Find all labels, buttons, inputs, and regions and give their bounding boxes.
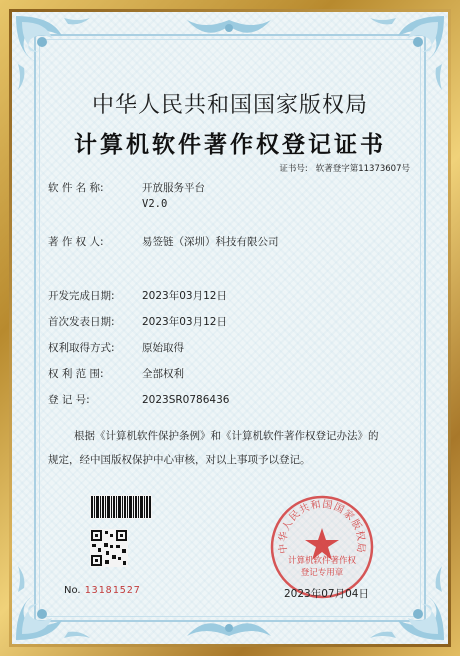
seal-line2: 登记专用章 (300, 568, 344, 578)
serial-number (64, 585, 141, 596)
serial-no-value: 13181527 (84, 585, 141, 596)
registration-row (48, 392, 229, 407)
copyright-owner-label: 著 作 权 人: (48, 236, 104, 248)
certificate-number (271, 162, 410, 174)
corner-ornament-icon (364, 12, 448, 96)
legal-basis-line1: 根据《计算机软件保护条例》和《计算机软件著作权登记办法》的 (74, 430, 379, 442)
corner-ornament-icon (12, 560, 96, 644)
rights-acquire-label: 权利取得方式: (48, 342, 115, 354)
legal-basis-paragraph (48, 424, 418, 472)
dev-complete-row (48, 288, 227, 303)
registration-label: 登 记 号: (48, 394, 90, 406)
first-publish-value: 2023年03月12日 (142, 316, 227, 328)
software-name-label: 软 件 名 称: (48, 182, 104, 194)
rights-acquire-value: 原始取得 (142, 342, 184, 354)
top-ornament-icon (183, 16, 275, 46)
seal-arc-text: 中华人民共和国国家版权局 (277, 499, 367, 555)
legal-basis-line2: 规定，经中国版权保护中心审核，对以上事项予以登记。 (48, 454, 311, 466)
software-name-value: 开放服务平台 (142, 182, 205, 194)
cert-no-value: 软著登字第11373607号 (315, 164, 410, 174)
first-publish-row (48, 314, 227, 329)
software-version: V2.0 (142, 198, 168, 210)
rights-scope-value: 全部权利 (142, 368, 184, 380)
copyright-owner-value: 易签链（深圳）科技有限公司 (142, 236, 279, 248)
bottom-ornament-icon (183, 610, 275, 640)
seal-label (274, 555, 370, 579)
rights-scope-label: 权 利 范 围: (48, 368, 104, 380)
frame-inner (9, 9, 451, 647)
qr-code-icon (90, 529, 128, 567)
copyright-owner-row (48, 234, 279, 249)
dev-complete-value: 2023年03月12日 (142, 290, 227, 302)
corner-ornament-icon (12, 12, 96, 96)
serial-no-label: No. (64, 585, 81, 596)
registration-value: 2023SR0786436 (142, 394, 230, 406)
issue-date: 2023年07月04日 (284, 588, 369, 600)
certificate-title: 计算机软件著作权登记证书 (74, 131, 386, 158)
dev-complete-label: 开发完成日期: (48, 290, 115, 302)
rights-acquire-row (48, 340, 184, 355)
cert-no-label: 证书号: (279, 164, 308, 174)
issuer-title: 中华人民共和国国家版权局 (91, 93, 368, 118)
seal-line1: 计算机软件著作权 (287, 556, 356, 566)
barcode-icon (90, 495, 152, 519)
first-publish-label: 首次发表日期: (48, 316, 115, 328)
software-name-row (48, 180, 205, 210)
certificate-paper (12, 12, 448, 644)
rights-scope-row (48, 366, 184, 381)
